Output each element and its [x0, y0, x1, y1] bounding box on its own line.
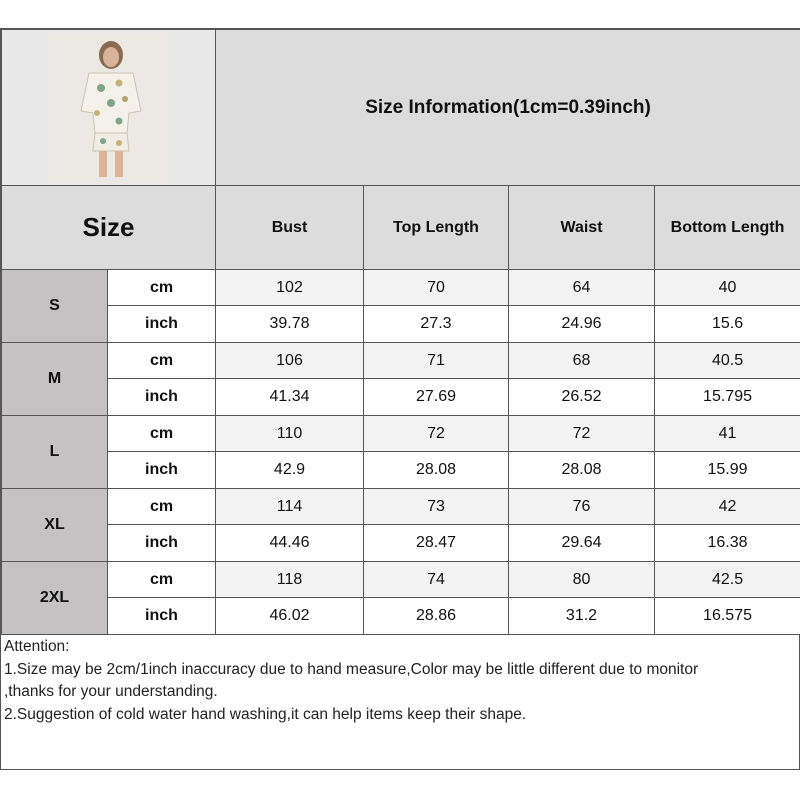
cm-value-cell: 102 [216, 270, 364, 306]
inch-value-cell: 39.78 [216, 306, 364, 343]
column-header-bust: Bust [216, 186, 364, 270]
inch-value-cell: 42.9 [216, 452, 364, 489]
unit-label-cm: cm [108, 270, 216, 306]
inch-value-cell: 16.575 [655, 598, 800, 635]
cm-value-cell: 106 [216, 343, 364, 379]
size-label: 2XL [2, 562, 108, 635]
cm-value-cell: 42 [655, 489, 800, 525]
inch-value-cell: 15.795 [655, 379, 800, 416]
cm-value-cell: 40 [655, 270, 800, 306]
unit-label-inch: inch [108, 379, 216, 416]
cm-value-cell: 110 [216, 416, 364, 452]
note-line-1: 1.Size may be 2cm/1inch inaccuracy due to hand measure,Color may be little different due to monitor [4, 660, 699, 678]
cm-value-cell: 73 [364, 489, 509, 525]
table-row [2, 489, 800, 525]
note-line-2: ,thanks for your understanding. [4, 683, 218, 700]
table-row [2, 343, 800, 379]
size-label: XL [2, 489, 108, 562]
inch-value-cell: 28.08 [509, 452, 655, 489]
table-row [2, 270, 800, 306]
cm-value-cell: 76 [509, 489, 655, 525]
inch-value-cell: 46.02 [216, 598, 364, 635]
unit-label-inch: inch [108, 452, 216, 489]
cm-value-cell: 41 [655, 416, 800, 452]
inch-value-cell: 31.2 [509, 598, 655, 635]
cm-value-cell: 72 [364, 416, 509, 452]
size-table [1, 29, 800, 635]
cm-value-cell: 72 [509, 416, 655, 452]
attention-notes [0, 634, 798, 728]
unit-label-cm: cm [108, 416, 216, 452]
table-title: Size Information(1cm=0.39inch) [216, 30, 800, 186]
inch-value-cell: 15.6 [655, 306, 800, 343]
unit-label-cm: cm [108, 562, 216, 598]
cm-value-cell: 70 [364, 270, 509, 306]
model-illustration-icon [49, 33, 169, 183]
column-header-bottom-length: Bottom Length [655, 186, 800, 270]
unit-label-inch: inch [108, 525, 216, 562]
inch-value-cell: 29.64 [509, 525, 655, 562]
inch-value-cell: 44.46 [216, 525, 364, 562]
inch-value-cell: 41.34 [216, 379, 364, 416]
cm-value-cell: 42.5 [655, 562, 800, 598]
cm-value-cell: 74 [364, 562, 509, 598]
column-header-waist: Waist [509, 186, 655, 270]
unit-label-inch: inch [108, 598, 216, 635]
size-label: M [2, 343, 108, 416]
cm-value-cell: 68 [509, 343, 655, 379]
cm-value-cell: 64 [509, 270, 655, 306]
unit-label-cm: cm [108, 343, 216, 379]
table-row [2, 416, 800, 452]
table-row [2, 525, 800, 562]
product-photo-cell [2, 30, 216, 186]
product-photo [49, 33, 169, 183]
size-rows [2, 270, 800, 635]
note-line-3: 2.Suggestion of cold water hand washing,it can help items keep their shape. [4, 705, 527, 723]
inch-value-cell: 28.86 [364, 598, 509, 635]
inch-value-cell: 28.08 [364, 452, 509, 489]
size-column-header: Size [2, 186, 216, 270]
inch-value-cell: 27.69 [364, 379, 509, 416]
inch-value-cell: 28.47 [364, 525, 509, 562]
table-row [2, 306, 800, 343]
size-label: S [2, 270, 108, 343]
inch-value-cell: 26.52 [509, 379, 655, 416]
notes-heading: Attention: [4, 638, 70, 655]
inch-value-cell: 15.99 [655, 452, 800, 489]
cm-value-cell: 40.5 [655, 343, 800, 379]
cm-value-cell: 80 [509, 562, 655, 598]
cm-value-cell: 114 [216, 489, 364, 525]
table-row [2, 379, 800, 416]
cm-value-cell: 71 [364, 343, 509, 379]
unit-label-inch: inch [108, 306, 216, 343]
unit-label-cm: cm [108, 489, 216, 525]
size-label: L [2, 416, 108, 489]
cm-value-cell: 118 [216, 562, 364, 598]
table-row [2, 562, 800, 598]
table-row [2, 452, 800, 489]
table-row [2, 598, 800, 635]
column-header-top-length: Top Length [364, 186, 509, 270]
inch-value-cell: 16.38 [655, 525, 800, 562]
inch-value-cell: 27.3 [364, 306, 509, 343]
inch-value-cell: 24.96 [509, 306, 655, 343]
